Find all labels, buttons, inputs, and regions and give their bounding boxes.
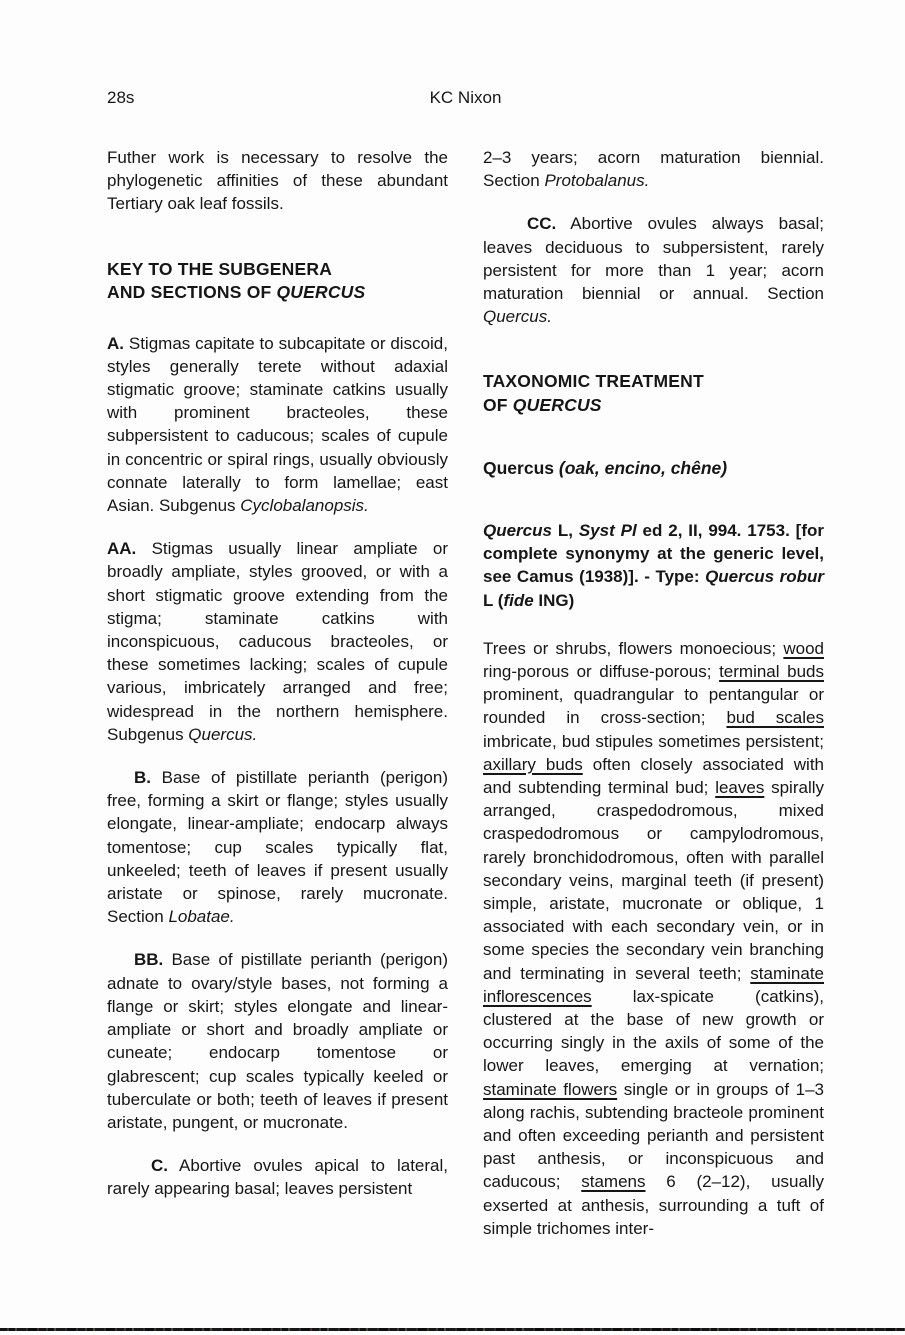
text-columns (107, 146, 824, 1260)
genus-citation (483, 519, 824, 612)
key-item-A (107, 332, 448, 518)
key-item-BB (107, 948, 448, 1134)
key-item-C (107, 1154, 448, 1200)
text-segment: ING) (533, 590, 575, 610)
text-segment: KEY TO THE SUBGENERA (107, 258, 333, 279)
treatment-heading (483, 370, 824, 417)
left-column (107, 146, 448, 1221)
text-segment: A. (107, 333, 124, 353)
text-segment: Protobalanus. (544, 171, 650, 191)
text-segment: lax-spicate (catkins), clustered at the base of new growth or occurring singly in the axils of some of the lower leaves, emerging at vernation; (483, 986, 824, 1076)
text-segment: QUERCUS (276, 282, 366, 303)
underlined-term: terminal buds (719, 661, 824, 681)
text-segment: Trees or shrubs, flowers monoecious; (483, 638, 784, 658)
text-segment: Base of pistillate perianth (perigon) free, forming a skirt or flange; styles usually elongate, linear-ampliate; endocarp always tomentose; cup scales typically flat, unkeeled; teeth of leaves if present usually aristate or spinose, rarely mucronate. Section (107, 768, 448, 927)
text-segment: AND SECTIONS OF (107, 282, 277, 303)
key-item-AA (107, 537, 448, 746)
key-heading (107, 258, 448, 305)
page-number: 28s (107, 88, 135, 107)
text-segment: Abortive ovules apical to lateral, rarely appearing basal; leaves persistent (107, 1156, 448, 1199)
text-segment: L ( (483, 590, 504, 610)
text-segment: Abortive ovules always basal; leaves deciduous to subpersistent, rarely persistent for more than 1 year; acorn maturation biennial or annual. Section (483, 214, 824, 304)
scan-artifact-line (0, 1328, 905, 1331)
text-segment: 2–3 years; acorn maturation biennial. Section (483, 148, 824, 191)
underlined-term: stamens (581, 1172, 646, 1192)
underlined-term: staminate flowers (483, 1079, 618, 1099)
text-segment: Quercus (483, 520, 552, 540)
text-segment: Stigmas usually linear ampliate or broadly ampliate, styles grooved, or with a short stigmatic groove extending from the stigma; staminate catkins with inconspicuous, caducous bracteoles, or these sometimes lacking; scales of cupule various, imbricately arranged and free; widespread in the northern hemisphere. Subgenus (107, 539, 448, 744)
text-segment: often closely associated with and subtending terminal bud; (483, 754, 824, 797)
text-segment: CC. (527, 214, 557, 234)
text-segment: L, (551, 520, 579, 540)
genus-description (483, 637, 824, 1240)
text-segment: Stigmas capitate to subcapitate or discoid, styles generally terete without adaxial stigmatic groove; staminate catkins usually with prominent bracteoles, these subpersistent to caducous; scales of cupule in concentric or spiral rings, usually obviously connate laterally to form lamellae; east Asian. Subgenus (107, 333, 448, 516)
text-segment: Quercus (483, 458, 559, 479)
underlined-term: axillary buds (483, 754, 583, 774)
text-segment: TAXONOMIC TREATMENT (483, 371, 704, 392)
text-segment: ring-porous or diffuse-porous; (483, 661, 720, 681)
text-segment: BB. (134, 950, 164, 970)
text-segment: Lobatae. (168, 907, 235, 927)
text-segment: Syst Pl (578, 520, 637, 540)
text-segment: spirally arranged, craspedodromous, mixed craspedodromous or campylodromous, rarely bronchidodromous, often with parallel secondary veins, marginal teeth (if present) simple, aristate, mucronate or oblique, 1 associated with each secondary vein, or in some species the secondary vein branching and terminating in several teeth; (483, 777, 824, 983)
page-header (107, 88, 824, 110)
running-head: KC Nixon (429, 88, 502, 107)
text-segment: OF (483, 394, 513, 415)
key-item-C-continuation (483, 146, 824, 192)
text-segment: (oak, encino, chêne) (558, 458, 728, 479)
text-segment: 6 (2–12), usually exserted at anthesis, surrounding a tuft of simple trichomes inter- (483, 1172, 824, 1238)
text-segment: Quercus. (188, 724, 258, 744)
text-segment: AA. (107, 539, 137, 559)
text-segment: Base of pistillate perianth (perigon) adnate to ovary/style bases, not forming a flange or skirt; styles elongate and linear-ampliate or short and broadly ampliate or cuneate; endocarp tomentose or glabrescent; cup scales typically keeled or tuberculate or both; teeth of leaves if present aristate, pungent, or mucronate. (107, 950, 448, 1132)
text-segment: ed 2, II, 994. 1753. [for complete synonymy at the generic level, see Camus (1938)]. - Type: (483, 520, 824, 587)
text-segment: B. (134, 768, 151, 788)
right-column (483, 146, 824, 1260)
text-segment: fide (503, 590, 534, 610)
text-segment: Quercus. (483, 307, 552, 327)
text-segment: Futher work is necessary to resolve the phylogenetic affinities of these abundant Tertiary oak leaf fossils. (107, 148, 448, 214)
text-segment: Cyclobalanopsis. (240, 496, 369, 516)
intro-paragraph (107, 146, 448, 216)
text-segment: C. (151, 1156, 168, 1176)
text-segment: single or in groups of 1–3 along rachis, subtending bracteole prominent and often exceeding perianth and persistent past anthesis, or inconspicuous and caducous; (483, 1079, 825, 1192)
key-item-B (107, 766, 448, 928)
underlined-term: bud scales (726, 708, 824, 728)
underlined-term: leaves (715, 777, 765, 797)
underlined-term: staminate inflorescences (483, 963, 824, 1006)
genus-common-names (483, 457, 824, 481)
text-segment: QUERCUS (512, 394, 602, 415)
key-item-CC (483, 212, 824, 328)
text-segment: Quercus robur (705, 567, 824, 587)
text-segment: imbricate, bud stipules sometimes persistent; (483, 731, 824, 751)
underlined-term: wood (783, 638, 824, 658)
text-segment: prominent, quadrangular to pentangular or rounded in cross-section; (483, 685, 824, 728)
